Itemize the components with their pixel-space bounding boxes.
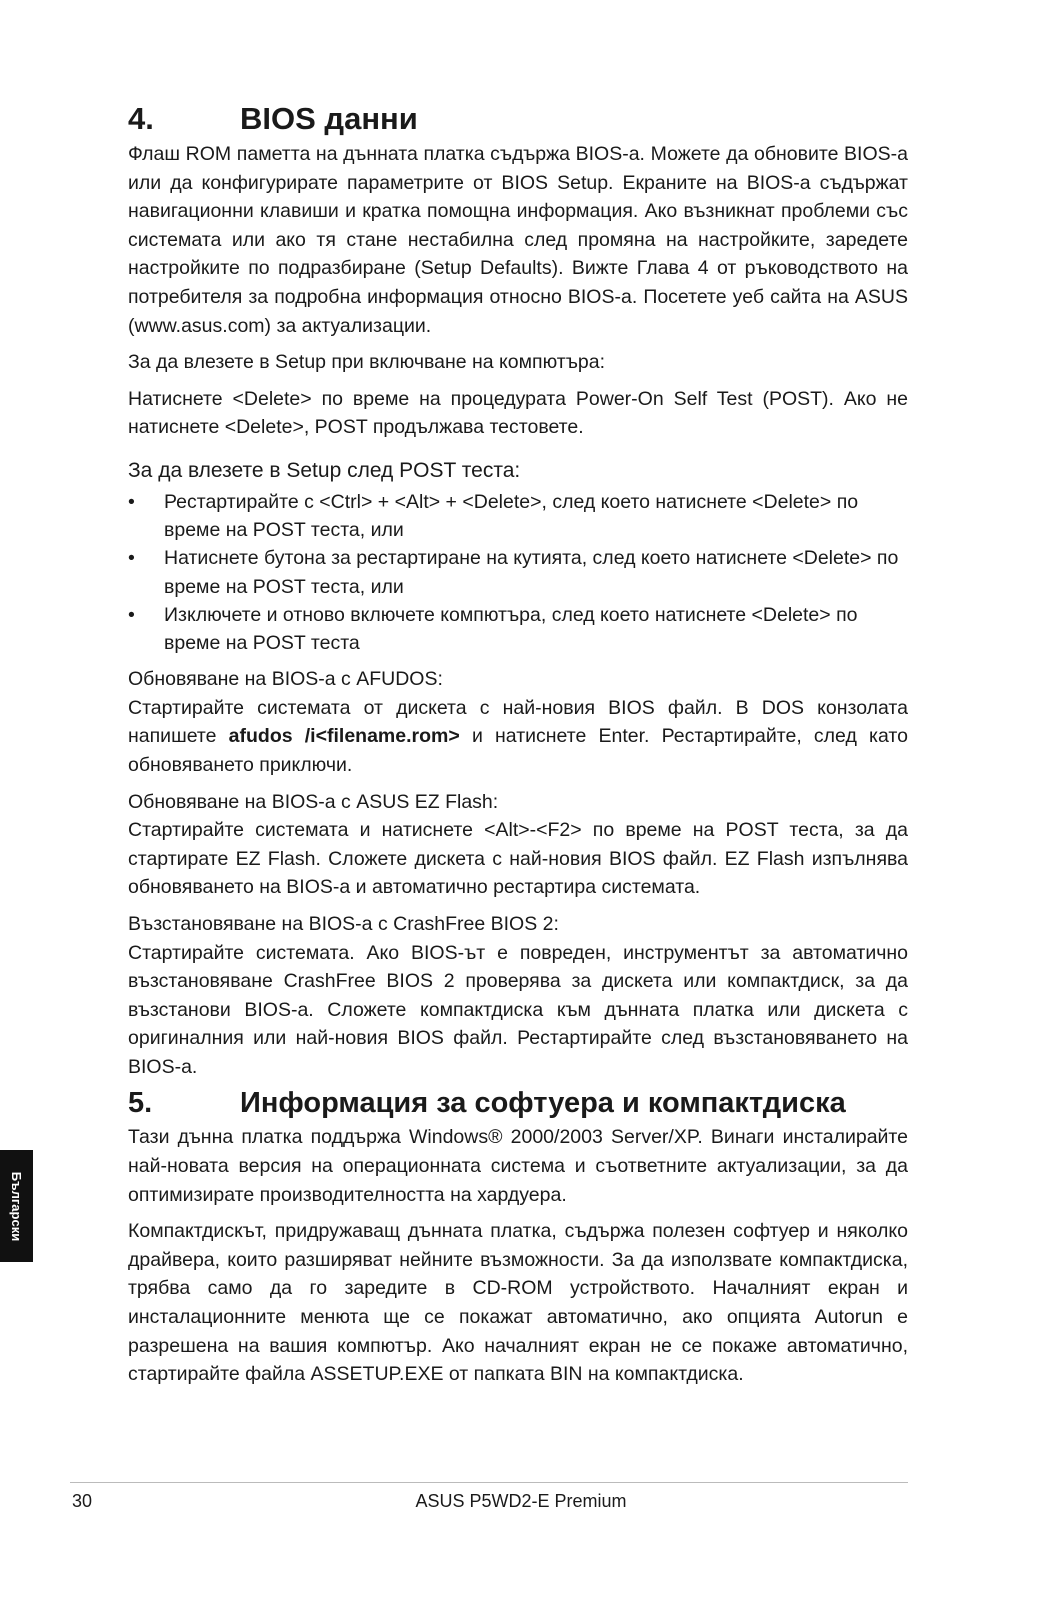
afudos-text-before: Стартирайте системата от дискета с най-новия BIOS файл. В DOS конзолата напишете bbox=[128, 696, 908, 748]
afudos-text-after: и натиснете Enter. Рестартирайте, след като обновяването приключи. bbox=[128, 725, 908, 776]
software-support-paragraph: Тази дънна платка поддържа Windows® 2000/2003 Server/XP. Винаги инсталирайте най-новата версия на операционната система и съответните актуализации, за да оптимизирате производителността на хардуера. bbox=[128, 1126, 908, 1206]
setup-after-post-heading: За да влезете в Setup след POST теста: bbox=[128, 458, 521, 482]
crashfree-paragraph: Стартирайте системата. Ако BIOS-ът е повреден, инструментът за автоматично възстановяване CrashFree BIOS 2 проверява за дискета или компактдиск, за да възстанови BIOS-а. Сложете компактдиска към дънната платка или дискета с оригиналния или най-новия BIOS файл. Рестартирайте след възстановяването на BIOS-а. bbox=[128, 941, 908, 1078]
page-number: 30 bbox=[72, 1491, 93, 1511]
section-4-heading bbox=[128, 100, 908, 138]
ezflash-title: Обновяване на BIOS-а с ASUS EZ Flash: bbox=[128, 790, 499, 813]
crashfree-title: Възстановяване на BIOS-а с CrashFree BIOS 2: bbox=[128, 912, 559, 935]
page-content bbox=[128, 100, 908, 1389]
restart-options-list bbox=[128, 488, 908, 657]
language-tab-label: Български bbox=[9, 1171, 24, 1241]
section-4-title: BIOS данни bbox=[240, 101, 418, 136]
bullet-glyph: • bbox=[128, 490, 135, 513]
section-4-number: 4. bbox=[128, 101, 154, 136]
setup-at-boot-text: Натиснете <Delete> по време на процедурата Power-On Self Test (POST). Ако не натиснете <Delete>, POST продължава тестовете. bbox=[128, 387, 908, 439]
bios-intro-paragraph: Флаш ROM паметта на дънната платка съдържа BIOS-а. Можете да обновите BIOS-а или да конфигурирате параметрите от BIOS Setup. Екраните на BIOS-а съдържат навигационни клавиши и кратка помощна информация. Ако възникнат проблеми със системата или ако тя стане нестабилна след промяна на настройките, заредете настройките по подразбиране (Setup Defaults). Вижте Глава 4 от ръководството на потребителя за подробна информация относно BIOS-а. Посетете уеб сайта на ASUS (www.asus.com) за актуализации. bbox=[128, 143, 908, 337]
list-item bbox=[128, 544, 908, 600]
afudos-command: afudos /i<filename.rom> bbox=[228, 725, 460, 748]
afudos-title: Обновяване на BIOS-а с AFUDOS: bbox=[128, 668, 443, 691]
list-item bbox=[128, 601, 908, 657]
setup-at-boot-label: За да влезете в Setup при включване на компютъра: bbox=[128, 351, 606, 374]
bullet-glyph: • bbox=[128, 547, 135, 570]
section-5-number: 5. bbox=[128, 1087, 153, 1120]
footer-model-name: ASUS P5WD2-E Premium bbox=[415, 1491, 627, 1511]
support-cd-paragraph: Компактдискът, придружаващ дънната платка, съдържа полезен софтуер и няколко драйвера, които разширяват нейните възможности. За да използвате компактдиска, трябва само да го заредите в CD-ROM устройството. Началният екран и инсталационните менюта ще се покажат автоматично, ако опцията Autorun е разрешена на вашия компютър. Ако началният екран не се покаже автоматично, стартирайте файла ASSETUP.EXE от папката BIN на компактдиска. bbox=[128, 1220, 908, 1386]
bullet-glyph: • bbox=[128, 603, 135, 626]
footer-divider bbox=[70, 1482, 908, 1483]
section-5-title: Информация за софтуера и компактдиска bbox=[240, 1087, 846, 1120]
list-item bbox=[128, 488, 908, 544]
section-5-heading bbox=[128, 1085, 908, 1121]
language-side-tab bbox=[0, 1150, 33, 1262]
list-item-text: Рестартирайте с <Ctrl> + <Alt> + <Delete>, след което натиснете <Delete> по време на POST теста, или bbox=[164, 490, 859, 542]
list-item-text: Натиснете бутона за рестартиране на кутията, след което натиснете <Delete> по време на POST теста, или bbox=[164, 547, 899, 598]
list-item-text: Изключете и отново включете компютъра, след което натиснете <Delete> по време на POST теста bbox=[164, 603, 858, 654]
afudos-paragraph bbox=[128, 694, 908, 780]
ezflash-paragraph: Стартирайте системата и натиснете <Alt>-<F2> по време на POST теста, за да стартирате EZ Flash. Сложете дискета с най-новия BIOS файл. EZ Flash изпълнява обновяването на BIOS-а и автоматично рестартира системата. bbox=[128, 819, 908, 899]
